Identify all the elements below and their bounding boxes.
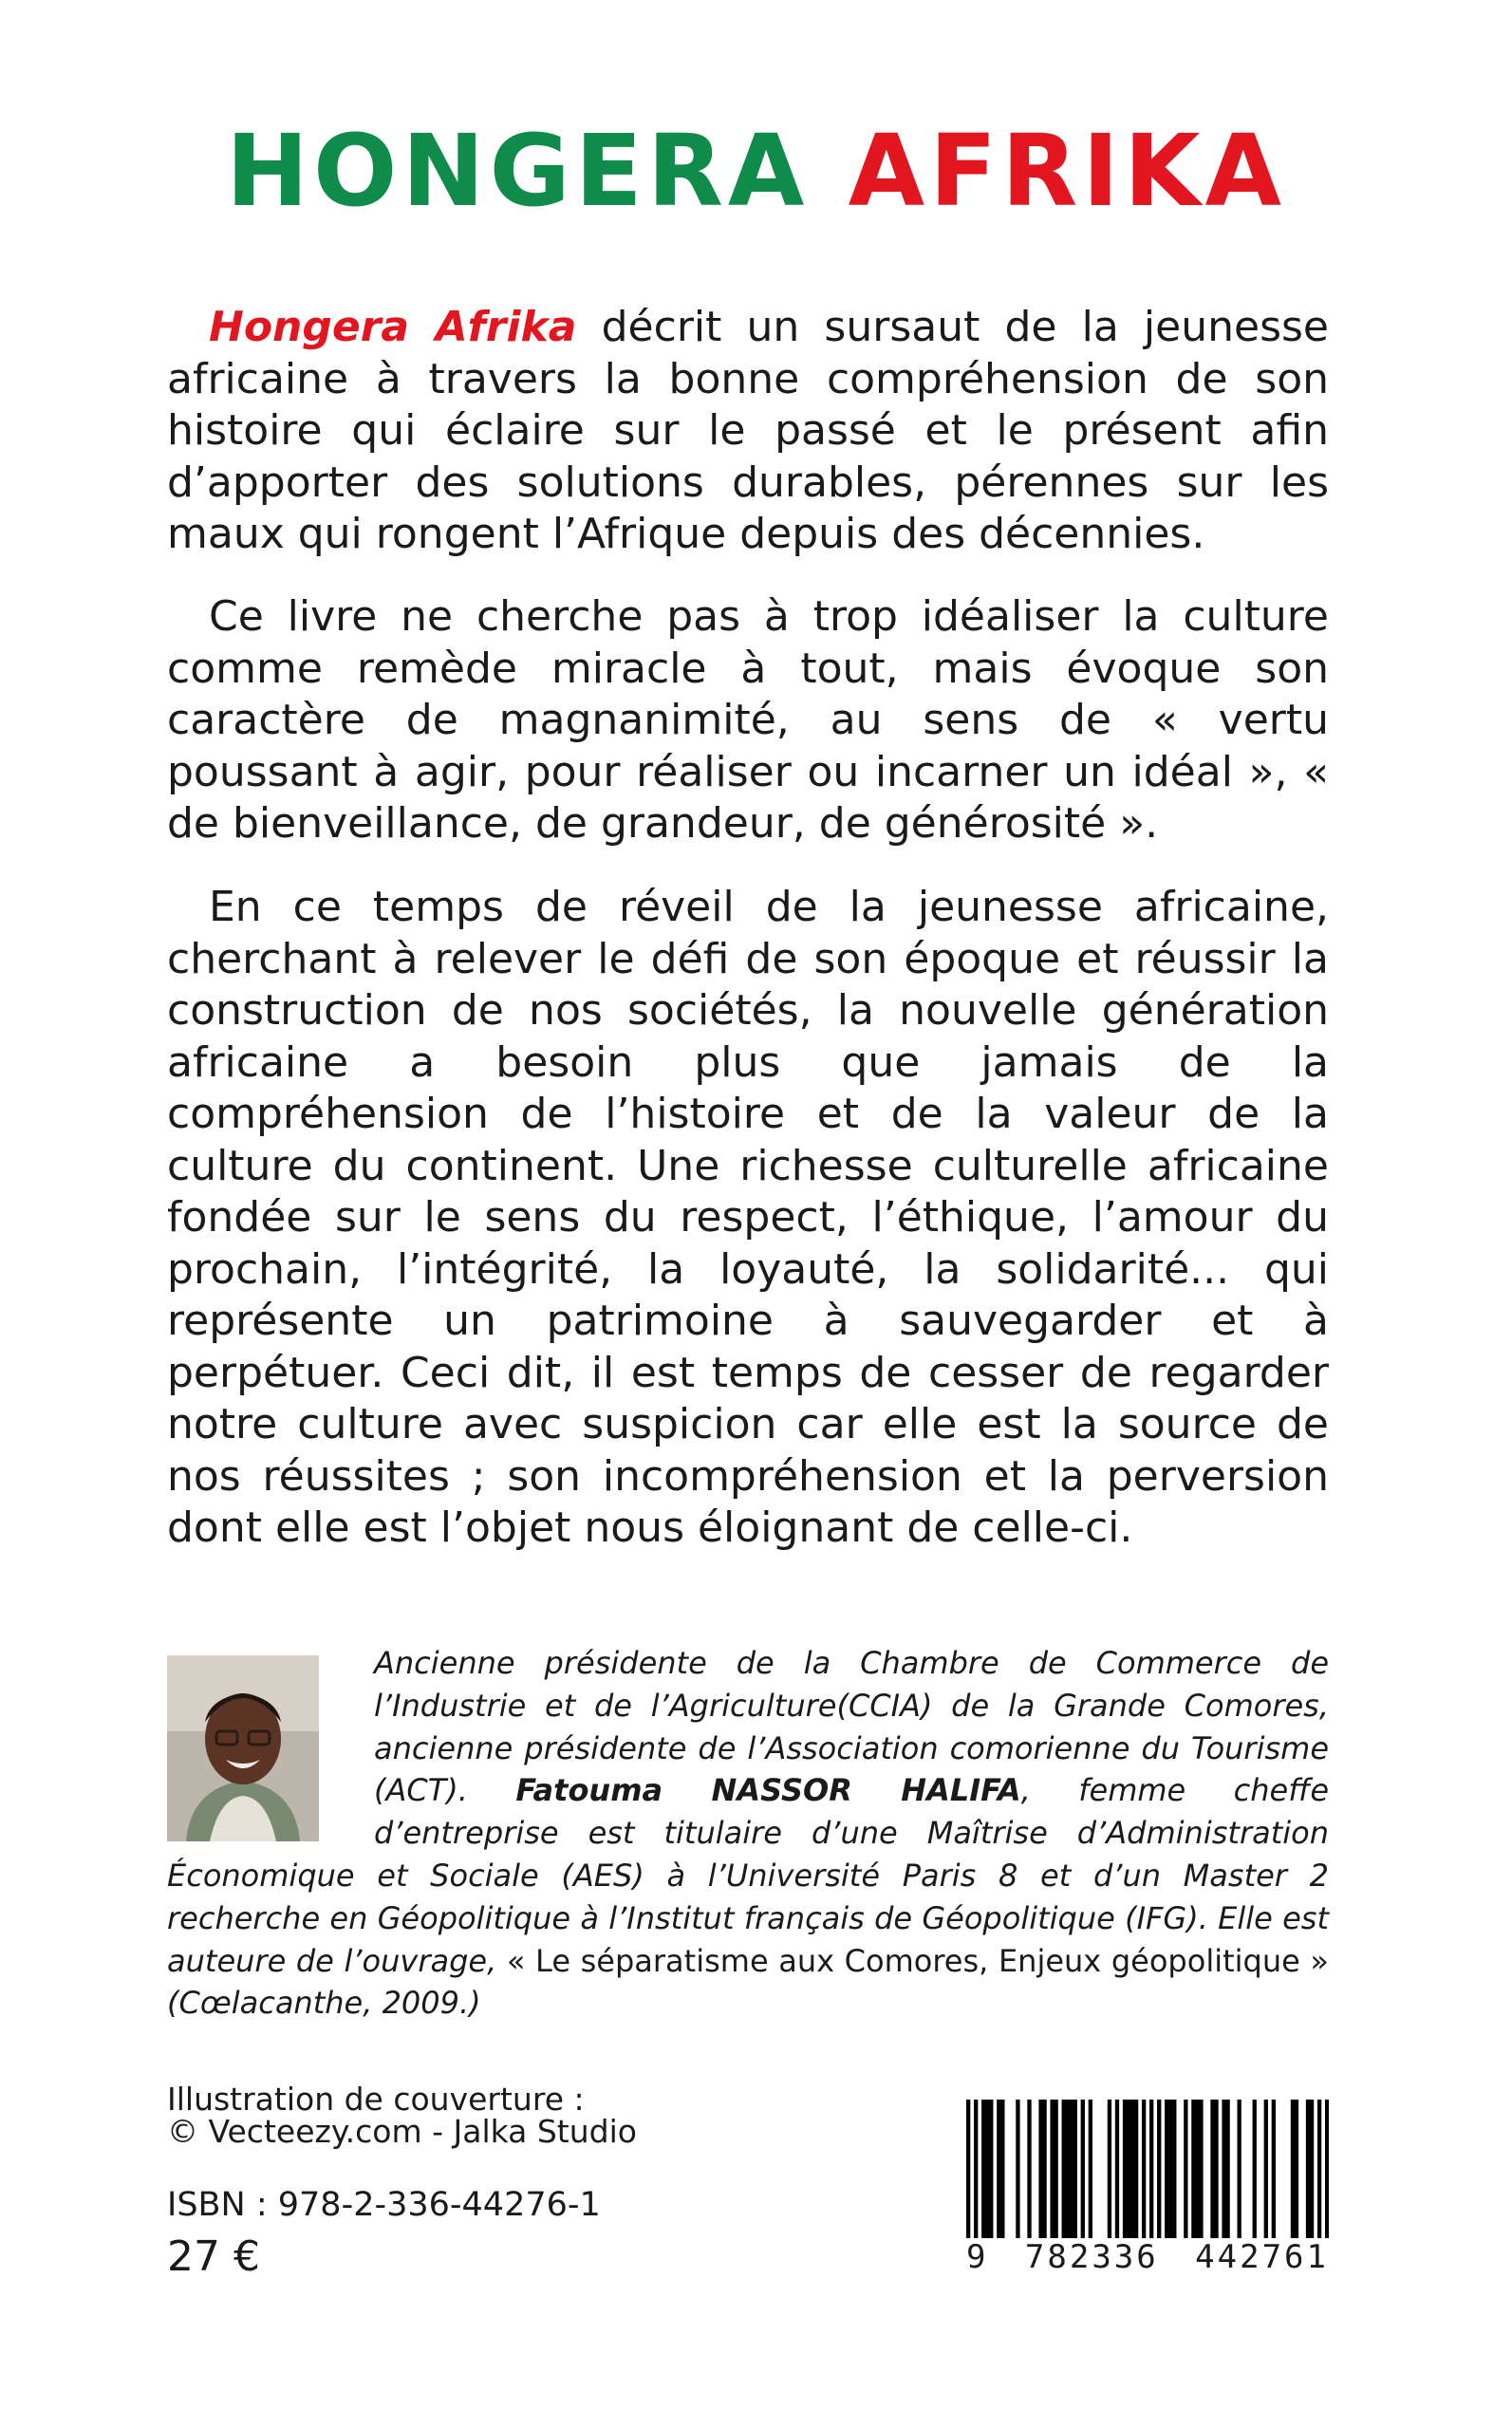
- barcode-bar: [1222, 2100, 1225, 2238]
- barcode-bar: [1310, 2100, 1314, 2238]
- barcode-digits: [966, 2238, 1329, 2276]
- barcode-bar: [1070, 2100, 1073, 2238]
- barcode-bar: [1149, 2100, 1153, 2238]
- price: 27 €: [167, 2232, 260, 2281]
- title-word-afrika: AFRIKA: [848, 113, 1287, 229]
- barcode-bar: [1073, 2100, 1077, 2238]
- blurb-paragraph-1: [167, 302, 1329, 561]
- barcode-bar: [1062, 2100, 1066, 2238]
- book-title: [0, 113, 1512, 229]
- barcode-bar: [966, 2100, 970, 2238]
- title-word-hongera: HONGERA: [225, 113, 810, 229]
- barcode-bar: [1214, 2100, 1218, 2238]
- isbn: ISBN : 978-2-336-44276-1: [167, 2186, 601, 2224]
- bio-book-title: « Le séparatisme aux Comores, Enjeux géopolitique »: [506, 1942, 1330, 1979]
- barcode-bar: [1066, 2100, 1070, 2238]
- bio-text-2: , femme cheffe d’entreprise est titulaire d’une Maîtrise d’Administration Économique et Sociale (AES) à l’Université Paris 8 et d’un Master 2 recherche en Géopolitique à l’Institut français de Géopolitique (IFG). Elle est auteure de l’ouvrage,: [167, 1772, 1330, 1979]
- barcode-bar: [1237, 2100, 1241, 2238]
- author-name: Fatouma NASSOR HALIFA: [515, 1772, 1021, 1809]
- bio-text-1: Ancienne présidente de la Chambre de Commerce de l’Industrie et de l’Agriculture(CCIA) de la Grande Comores, ancienne présidente de l’Association comorienne du Tourisme (ACT).: [374, 1645, 1329, 1809]
- barcode-bar: [985, 2100, 989, 2238]
- barcode-bar: [1130, 2100, 1134, 2238]
- barcode-bar: [1325, 2100, 1329, 2238]
- barcode-bar: [1157, 2100, 1161, 2238]
- barcode-bar: [1172, 2100, 1176, 2238]
- barcode-bar: [1050, 2100, 1054, 2238]
- blurb-paragraph-3: [167, 882, 1329, 1555]
- barcode: [966, 2100, 1329, 2295]
- barcode-bar: [1134, 2100, 1138, 2238]
- blurb-title-highlight: Hongera Afrika: [209, 303, 577, 351]
- barcode-bar: [1000, 2100, 1004, 2238]
- barcode-bars: [966, 2100, 1329, 2238]
- cover-credit-source: © Vecteezy.com - Jalka Studio: [167, 2113, 637, 2150]
- barcode-bar: [1042, 2100, 1046, 2238]
- author-bio: [167, 1642, 1329, 2025]
- barcode-bar: [1142, 2100, 1146, 2238]
- barcode-first-digit: 9: [966, 2238, 989, 2276]
- barcode-bar: [1165, 2100, 1168, 2238]
- barcode-bar: [1295, 2100, 1298, 2238]
- cover-credit: [167, 2083, 637, 2148]
- barcode-bar: [981, 2100, 985, 2238]
- barcode-bar: [1191, 2100, 1195, 2238]
- barcode-bar: [1038, 2100, 1042, 2238]
- barcode-bar: [1272, 2100, 1276, 2238]
- barcode-bar: [1027, 2100, 1031, 2238]
- barcode-bar: [989, 2100, 993, 2238]
- blurb-paragraph-2: [167, 591, 1329, 850]
- barcode-bar: [1184, 2100, 1187, 2238]
- bio-text-3: (Cœlacanthe, 2009.): [167, 1985, 481, 2022]
- barcode-bar: [1123, 2100, 1127, 2238]
- barcode-group-1: 782336: [1024, 2238, 1159, 2276]
- barcode-bar: [1317, 2100, 1321, 2238]
- barcode-bar: [1089, 2100, 1092, 2238]
- barcode-bar: [1016, 2100, 1019, 2238]
- barcode-bar: [1291, 2100, 1295, 2238]
- barcode-bar: [1127, 2100, 1130, 2238]
- cover-credit-label: Illustration de couverture :: [167, 2081, 585, 2118]
- blurb-paragraph-1-text: décrit un sursaut de la jeunesse africaine à travers la bonne compréhension de son histoire qui éclaire sur le passé et le présent afin d’apporter des solutions durables, pérennes sur les maux qui rongent l’Afrique depuis des décennies.: [167, 303, 1329, 558]
- blurb-paragraph-3-text: En ce temps de réveil de la jeunesse africaine, cherchant à relever le défi de son époque et réussir la construction de nos sociétés, la nouvelle génération africaine a besoin plus que jamais de la compréhension de l’histoire et de la valeur de la culture du continent. Une richesse culturelle africaine fondée sur le sens du respect, l’éthique, l’amour du prochain, l’intégrité, la loyauté, la solidarité... qui représente un patrimoine à sauvegarder et à perpétuer. Ceci dit, il est temps de cesser de regarder notre culture avec suspicion car elle est la source de nos réussites ; son incompréhension et la perversion dont elle est l’objet nous éloignant de celle-ci.: [167, 883, 1329, 1552]
- barcode-bar: [1210, 2100, 1214, 2238]
- barcode-bar: [974, 2100, 978, 2238]
- barcode-bar: [997, 2100, 1000, 2238]
- barcode-bar: [1306, 2100, 1310, 2238]
- barcode-group-2: 442761: [1195, 2238, 1329, 2276]
- barcode-bar: [1115, 2100, 1119, 2238]
- barcode-bar: [1199, 2100, 1203, 2238]
- barcode-bar: [1081, 2100, 1085, 2238]
- blurb-paragraph-2-text: Ce livre ne cherche pas à trop idéaliser la culture comme remède miracle à tout, mais évoque son caractère de magnanimité, au sens de « vertu poussant à agir, pour réaliser ou incarner un idéal », « de bienveillance, de grandeur, de générosité ».: [167, 592, 1329, 848]
- barcode-bar: [1168, 2100, 1172, 2238]
- barcode-bar: [1253, 2100, 1257, 2238]
- barcode-bar: [1195, 2100, 1199, 2238]
- barcode-bar: [1264, 2100, 1268, 2238]
- barcode-bar: [1054, 2100, 1057, 2238]
- barcode-bar: [1108, 2100, 1111, 2238]
- barcode-bar: [1225, 2100, 1229, 2238]
